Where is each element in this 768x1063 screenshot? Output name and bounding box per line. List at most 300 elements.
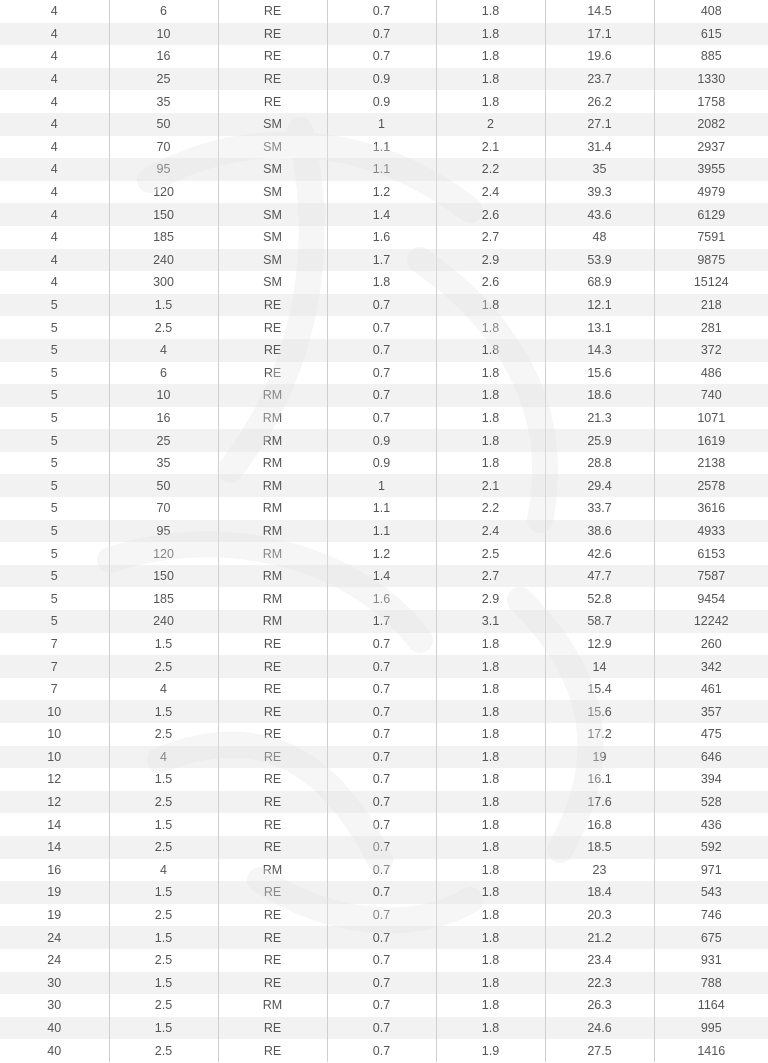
cell-insulation: 0.7 — [327, 1017, 436, 1040]
cell-cores: 24 — [0, 949, 109, 972]
table-row — [0, 23, 768, 46]
cell-weight: 543 — [654, 881, 768, 904]
cell-cross-section: 25 — [109, 68, 218, 91]
cell-cross-section: 10 — [109, 384, 218, 407]
cell-cores: 4 — [0, 90, 109, 113]
cell-cores: 10 — [0, 700, 109, 723]
cell-sheath: 3.1 — [436, 610, 545, 633]
table-row — [0, 226, 768, 249]
cell-cores: 10 — [0, 723, 109, 746]
cell-weight: 788 — [654, 972, 768, 995]
table-row — [0, 474, 768, 497]
cell-insulation: 1 — [327, 474, 436, 497]
cell-sheath: 2.7 — [436, 565, 545, 588]
cell-cross-section: 2.5 — [109, 949, 218, 972]
table-row — [0, 700, 768, 723]
cell-insulation: 0.7 — [327, 746, 436, 769]
cell-cores: 5 — [0, 407, 109, 430]
cell-outer-diameter: 16.8 — [545, 813, 654, 836]
cell-conductor-type: RE — [218, 339, 327, 362]
cell-sheath: 2.9 — [436, 587, 545, 610]
cell-weight: 1416 — [654, 1039, 768, 1062]
cell-conductor-type: RE — [218, 881, 327, 904]
cell-sheath: 1.8 — [436, 972, 545, 995]
cell-conductor-type: RM — [218, 587, 327, 610]
cell-conductor-type: RE — [218, 723, 327, 746]
cell-insulation: 1.7 — [327, 249, 436, 272]
cell-weight: 12242 — [654, 610, 768, 633]
cell-insulation: 1 — [327, 113, 436, 136]
cell-cores: 5 — [0, 452, 109, 475]
table-row — [0, 655, 768, 678]
cell-weight: 2937 — [654, 136, 768, 159]
cell-cores: 4 — [0, 45, 109, 68]
table-row — [0, 452, 768, 475]
cell-outer-diameter: 39.3 — [545, 181, 654, 204]
cell-cores: 40 — [0, 1039, 109, 1062]
cell-insulation: 1.1 — [327, 136, 436, 159]
cell-conductor-type: SM — [218, 158, 327, 181]
cell-sheath: 1.8 — [436, 429, 545, 452]
cell-cores: 40 — [0, 1017, 109, 1040]
table-row — [0, 633, 768, 656]
cell-sheath: 2.5 — [436, 542, 545, 565]
cell-weight: 592 — [654, 836, 768, 859]
cell-weight: 3955 — [654, 158, 768, 181]
cell-cross-section: 4 — [109, 746, 218, 769]
cell-outer-diameter: 18.6 — [545, 384, 654, 407]
cell-sheath: 2.9 — [436, 249, 545, 272]
cell-outer-diameter: 24.6 — [545, 1017, 654, 1040]
cell-weight: 675 — [654, 926, 768, 949]
cell-sheath: 2.7 — [436, 226, 545, 249]
table-row — [0, 294, 768, 317]
cell-cross-section: 240 — [109, 249, 218, 272]
cell-conductor-type: RM — [218, 565, 327, 588]
cell-insulation: 0.7 — [327, 723, 436, 746]
cell-weight: 4979 — [654, 181, 768, 204]
cell-sheath: 2.2 — [436, 497, 545, 520]
cell-cores: 4 — [0, 136, 109, 159]
cell-conductor-type: RE — [218, 926, 327, 949]
cell-conductor-type: RM — [218, 452, 327, 475]
cell-weight: 2138 — [654, 452, 768, 475]
cell-insulation: 0.7 — [327, 904, 436, 927]
cell-sheath: 2.1 — [436, 136, 545, 159]
cell-outer-diameter: 53.9 — [545, 249, 654, 272]
cell-cross-section: 10 — [109, 23, 218, 46]
cell-cores: 5 — [0, 362, 109, 385]
cell-outer-diameter: 15.6 — [545, 362, 654, 385]
cell-insulation: 0.9 — [327, 429, 436, 452]
cell-outer-diameter: 14.5 — [545, 0, 654, 23]
cell-conductor-type: RE — [218, 791, 327, 814]
cell-insulation: 1.1 — [327, 158, 436, 181]
cell-insulation: 0.7 — [327, 768, 436, 791]
cell-sheath: 1.8 — [436, 452, 545, 475]
cell-weight: 1164 — [654, 994, 768, 1017]
cell-cores: 19 — [0, 881, 109, 904]
cell-sheath: 1.9 — [436, 1039, 545, 1062]
cell-conductor-type: RE — [218, 768, 327, 791]
cell-sheath: 1.8 — [436, 23, 545, 46]
cell-outer-diameter: 12.1 — [545, 294, 654, 317]
cell-cross-section: 2.5 — [109, 723, 218, 746]
cell-outer-diameter: 23 — [545, 859, 654, 882]
cell-outer-diameter: 26.3 — [545, 994, 654, 1017]
cell-conductor-type: RE — [218, 678, 327, 701]
cell-conductor-type: RM — [218, 520, 327, 543]
cell-cross-section: 6 — [109, 0, 218, 23]
cell-cross-section: 6 — [109, 362, 218, 385]
cell-cross-section: 4 — [109, 678, 218, 701]
cell-cores: 5 — [0, 542, 109, 565]
cell-insulation: 1.4 — [327, 565, 436, 588]
cell-weight: 7587 — [654, 565, 768, 588]
cell-outer-diameter: 38.6 — [545, 520, 654, 543]
cell-insulation: 0.7 — [327, 791, 436, 814]
cell-cores: 12 — [0, 768, 109, 791]
table-row — [0, 339, 768, 362]
table-row — [0, 746, 768, 769]
cell-insulation: 1.6 — [327, 587, 436, 610]
cell-weight: 15124 — [654, 271, 768, 294]
table-row — [0, 768, 768, 791]
cell-outer-diameter: 18.4 — [545, 881, 654, 904]
cell-insulation: 1.2 — [327, 542, 436, 565]
cell-conductor-type: RE — [218, 813, 327, 836]
cell-insulation: 0.7 — [327, 678, 436, 701]
table-row — [0, 587, 768, 610]
cell-insulation: 0.7 — [327, 700, 436, 723]
cell-outer-diameter: 27.5 — [545, 1039, 654, 1062]
cell-cores: 4 — [0, 249, 109, 272]
cell-insulation: 0.7 — [327, 881, 436, 904]
cell-weight: 6129 — [654, 203, 768, 226]
cell-conductor-type: RE — [218, 746, 327, 769]
cell-outer-diameter: 20.3 — [545, 904, 654, 927]
cell-weight: 740 — [654, 384, 768, 407]
table-row — [0, 68, 768, 91]
cell-conductor-type: SM — [218, 203, 327, 226]
cell-outer-diameter: 17.6 — [545, 791, 654, 814]
table-row — [0, 136, 768, 159]
cell-insulation: 0.7 — [327, 859, 436, 882]
cell-cross-section: 150 — [109, 203, 218, 226]
cell-weight: 2578 — [654, 474, 768, 497]
cell-cross-section: 35 — [109, 452, 218, 475]
cell-conductor-type: RE — [218, 1039, 327, 1062]
table-row — [0, 271, 768, 294]
cell-cores: 4 — [0, 203, 109, 226]
cell-weight: 6153 — [654, 542, 768, 565]
table-row — [0, 407, 768, 430]
cell-sheath: 1.8 — [436, 813, 545, 836]
cell-cross-section: 4 — [109, 339, 218, 362]
cell-outer-diameter: 29.4 — [545, 474, 654, 497]
cell-outer-diameter: 15.4 — [545, 678, 654, 701]
cell-cores: 16 — [0, 859, 109, 882]
cell-cross-section: 35 — [109, 90, 218, 113]
cell-cross-section: 4 — [109, 859, 218, 882]
cell-cores: 4 — [0, 158, 109, 181]
cell-conductor-type: RE — [218, 836, 327, 859]
cell-conductor-type: RE — [218, 633, 327, 656]
cell-conductor-type: SM — [218, 249, 327, 272]
cell-sheath: 1.8 — [436, 1017, 545, 1040]
cell-weight: 260 — [654, 633, 768, 656]
cell-cross-section: 2.5 — [109, 904, 218, 927]
cell-outer-diameter: 12.9 — [545, 633, 654, 656]
cell-outer-diameter: 23.7 — [545, 68, 654, 91]
cell-insulation: 1.7 — [327, 610, 436, 633]
table-row — [0, 949, 768, 972]
cell-conductor-type: RM — [218, 429, 327, 452]
cell-outer-diameter: 52.8 — [545, 587, 654, 610]
cell-insulation: 0.7 — [327, 0, 436, 23]
cell-outer-diameter: 31.4 — [545, 136, 654, 159]
cell-conductor-type: RE — [218, 972, 327, 995]
cell-cores: 5 — [0, 587, 109, 610]
cell-insulation: 0.7 — [327, 339, 436, 362]
cell-cores: 7 — [0, 655, 109, 678]
cell-cores: 5 — [0, 497, 109, 520]
cell-conductor-type: RE — [218, 700, 327, 723]
cell-outer-diameter: 25.9 — [545, 429, 654, 452]
cell-sheath: 2.2 — [436, 158, 545, 181]
cell-conductor-type: RE — [218, 90, 327, 113]
cell-outer-diameter: 15.6 — [545, 700, 654, 723]
cell-cross-section: 1.5 — [109, 813, 218, 836]
table-row — [0, 0, 768, 23]
cell-conductor-type: SM — [218, 136, 327, 159]
cell-cross-section: 16 — [109, 407, 218, 430]
cell-insulation: 0.9 — [327, 452, 436, 475]
cell-outer-diameter: 26.2 — [545, 90, 654, 113]
cell-cross-section: 185 — [109, 587, 218, 610]
cell-sheath: 1.8 — [436, 45, 545, 68]
cell-sheath: 1.8 — [436, 362, 545, 385]
cell-cores: 30 — [0, 972, 109, 995]
cell-conductor-type: RE — [218, 0, 327, 23]
cell-conductor-type: RE — [218, 949, 327, 972]
table-row — [0, 994, 768, 1017]
cell-insulation: 0.7 — [327, 23, 436, 46]
cell-sheath: 1.8 — [436, 655, 545, 678]
table-row — [0, 520, 768, 543]
table-row — [0, 249, 768, 272]
table-row — [0, 90, 768, 113]
cell-weight: 461 — [654, 678, 768, 701]
cell-weight: 1071 — [654, 407, 768, 430]
cell-weight: 615 — [654, 23, 768, 46]
cell-weight: 646 — [654, 746, 768, 769]
cell-insulation: 0.7 — [327, 994, 436, 1017]
cell-sheath: 1.8 — [436, 836, 545, 859]
cell-cores: 7 — [0, 633, 109, 656]
table-row — [0, 565, 768, 588]
cell-outer-diameter: 14 — [545, 655, 654, 678]
cell-sheath: 1.8 — [436, 994, 545, 1017]
table-row — [0, 859, 768, 882]
cell-cross-section: 240 — [109, 610, 218, 633]
cell-cross-section: 50 — [109, 113, 218, 136]
cell-outer-diameter: 17.2 — [545, 723, 654, 746]
cell-weight: 394 — [654, 768, 768, 791]
cell-insulation: 1.6 — [327, 226, 436, 249]
cell-insulation: 0.7 — [327, 45, 436, 68]
cell-conductor-type: RM — [218, 610, 327, 633]
table-row — [0, 45, 768, 68]
table-row — [0, 1039, 768, 1062]
cell-sheath: 1.8 — [436, 723, 545, 746]
cell-insulation: 0.9 — [327, 68, 436, 91]
cell-weight: 931 — [654, 949, 768, 972]
cell-outer-diameter: 27.1 — [545, 113, 654, 136]
cell-sheath: 1.8 — [436, 339, 545, 362]
cell-cross-section: 25 — [109, 429, 218, 452]
cell-sheath: 1.8 — [436, 926, 545, 949]
cell-outer-diameter: 47.7 — [545, 565, 654, 588]
cell-insulation: 0.7 — [327, 384, 436, 407]
cell-sheath: 2.6 — [436, 203, 545, 226]
cell-sheath: 1.8 — [436, 768, 545, 791]
cell-cores: 4 — [0, 271, 109, 294]
cell-cross-section: 150 — [109, 565, 218, 588]
cell-weight: 9454 — [654, 587, 768, 610]
cell-weight: 746 — [654, 904, 768, 927]
table-row — [0, 836, 768, 859]
cell-cores: 7 — [0, 678, 109, 701]
cell-cores: 30 — [0, 994, 109, 1017]
cell-conductor-type: SM — [218, 271, 327, 294]
cell-outer-diameter: 58.7 — [545, 610, 654, 633]
cell-weight: 357 — [654, 700, 768, 723]
table-row — [0, 203, 768, 226]
cell-cores: 10 — [0, 746, 109, 769]
cell-cores: 4 — [0, 113, 109, 136]
table-row — [0, 791, 768, 814]
cell-insulation: 0.7 — [327, 407, 436, 430]
cell-cross-section: 1.5 — [109, 294, 218, 317]
table-row — [0, 497, 768, 520]
cell-cross-section: 2.5 — [109, 1039, 218, 1062]
cell-cross-section: 2.5 — [109, 791, 218, 814]
cell-outer-diameter: 22.3 — [545, 972, 654, 995]
cell-cross-section: 1.5 — [109, 926, 218, 949]
cell-conductor-type: RE — [218, 45, 327, 68]
cell-cores: 5 — [0, 294, 109, 317]
cell-cross-section: 2.5 — [109, 655, 218, 678]
cell-cross-section: 1.5 — [109, 633, 218, 656]
cell-sheath: 2.6 — [436, 271, 545, 294]
table-row — [0, 813, 768, 836]
cell-cores: 4 — [0, 23, 109, 46]
cell-outer-diameter: 68.9 — [545, 271, 654, 294]
cell-cross-section: 1.5 — [109, 972, 218, 995]
cell-sheath: 2 — [436, 113, 545, 136]
cell-cross-section: 120 — [109, 542, 218, 565]
cell-cross-section: 95 — [109, 158, 218, 181]
cell-sheath: 1.8 — [436, 859, 545, 882]
cell-weight: 2082 — [654, 113, 768, 136]
cell-conductor-type: SM — [218, 226, 327, 249]
cell-outer-diameter: 17.1 — [545, 23, 654, 46]
cell-outer-diameter: 21.3 — [545, 407, 654, 430]
cell-weight: 9875 — [654, 249, 768, 272]
cell-cross-section: 1.5 — [109, 1017, 218, 1040]
cell-conductor-type: RE — [218, 655, 327, 678]
cell-conductor-type: RE — [218, 904, 327, 927]
cell-outer-diameter: 19 — [545, 746, 654, 769]
cell-insulation: 0.7 — [327, 949, 436, 972]
cell-sheath: 1.8 — [436, 678, 545, 701]
cell-cores: 12 — [0, 791, 109, 814]
cell-outer-diameter: 48 — [545, 226, 654, 249]
table-row — [0, 158, 768, 181]
cell-weight: 372 — [654, 339, 768, 362]
cell-conductor-type: RM — [218, 384, 327, 407]
cell-weight: 475 — [654, 723, 768, 746]
cell-insulation: 0.7 — [327, 972, 436, 995]
cell-cross-section: 185 — [109, 226, 218, 249]
cell-insulation: 1.1 — [327, 497, 436, 520]
cell-weight: 281 — [654, 316, 768, 339]
cell-insulation: 0.7 — [327, 926, 436, 949]
table-row — [0, 113, 768, 136]
cell-cores: 24 — [0, 926, 109, 949]
cell-cores: 4 — [0, 68, 109, 91]
cell-weight: 971 — [654, 859, 768, 882]
cell-cores: 4 — [0, 181, 109, 204]
cell-weight: 7591 — [654, 226, 768, 249]
cell-cores: 5 — [0, 610, 109, 633]
cell-conductor-type: RE — [218, 362, 327, 385]
cell-weight: 4933 — [654, 520, 768, 543]
cell-weight: 1758 — [654, 90, 768, 113]
cell-conductor-type: RE — [218, 68, 327, 91]
cell-cross-section: 70 — [109, 497, 218, 520]
table-row — [0, 362, 768, 385]
cell-outer-diameter: 35 — [545, 158, 654, 181]
cell-insulation: 0.7 — [327, 633, 436, 656]
cell-sheath: 2.4 — [436, 181, 545, 204]
cell-cross-section: 1.5 — [109, 881, 218, 904]
cell-cross-section: 95 — [109, 520, 218, 543]
cell-weight: 1330 — [654, 68, 768, 91]
cell-weight: 486 — [654, 362, 768, 385]
table-row — [0, 723, 768, 746]
cell-sheath: 1.8 — [436, 791, 545, 814]
table-row — [0, 610, 768, 633]
cell-outer-diameter: 13.1 — [545, 316, 654, 339]
cell-cross-section: 50 — [109, 474, 218, 497]
cell-sheath: 1.8 — [436, 68, 545, 91]
cell-weight: 408 — [654, 0, 768, 23]
table-row — [0, 1017, 768, 1040]
cell-outer-diameter: 43.6 — [545, 203, 654, 226]
table-row — [0, 881, 768, 904]
cell-weight: 3616 — [654, 497, 768, 520]
cell-outer-diameter: 16.1 — [545, 768, 654, 791]
cell-conductor-type: RM — [218, 994, 327, 1017]
cell-insulation: 0.7 — [327, 655, 436, 678]
cell-conductor-type: SM — [218, 181, 327, 204]
cell-cores: 5 — [0, 384, 109, 407]
table-row — [0, 926, 768, 949]
cell-sheath: 1.8 — [436, 384, 545, 407]
cell-insulation: 1.1 — [327, 520, 436, 543]
